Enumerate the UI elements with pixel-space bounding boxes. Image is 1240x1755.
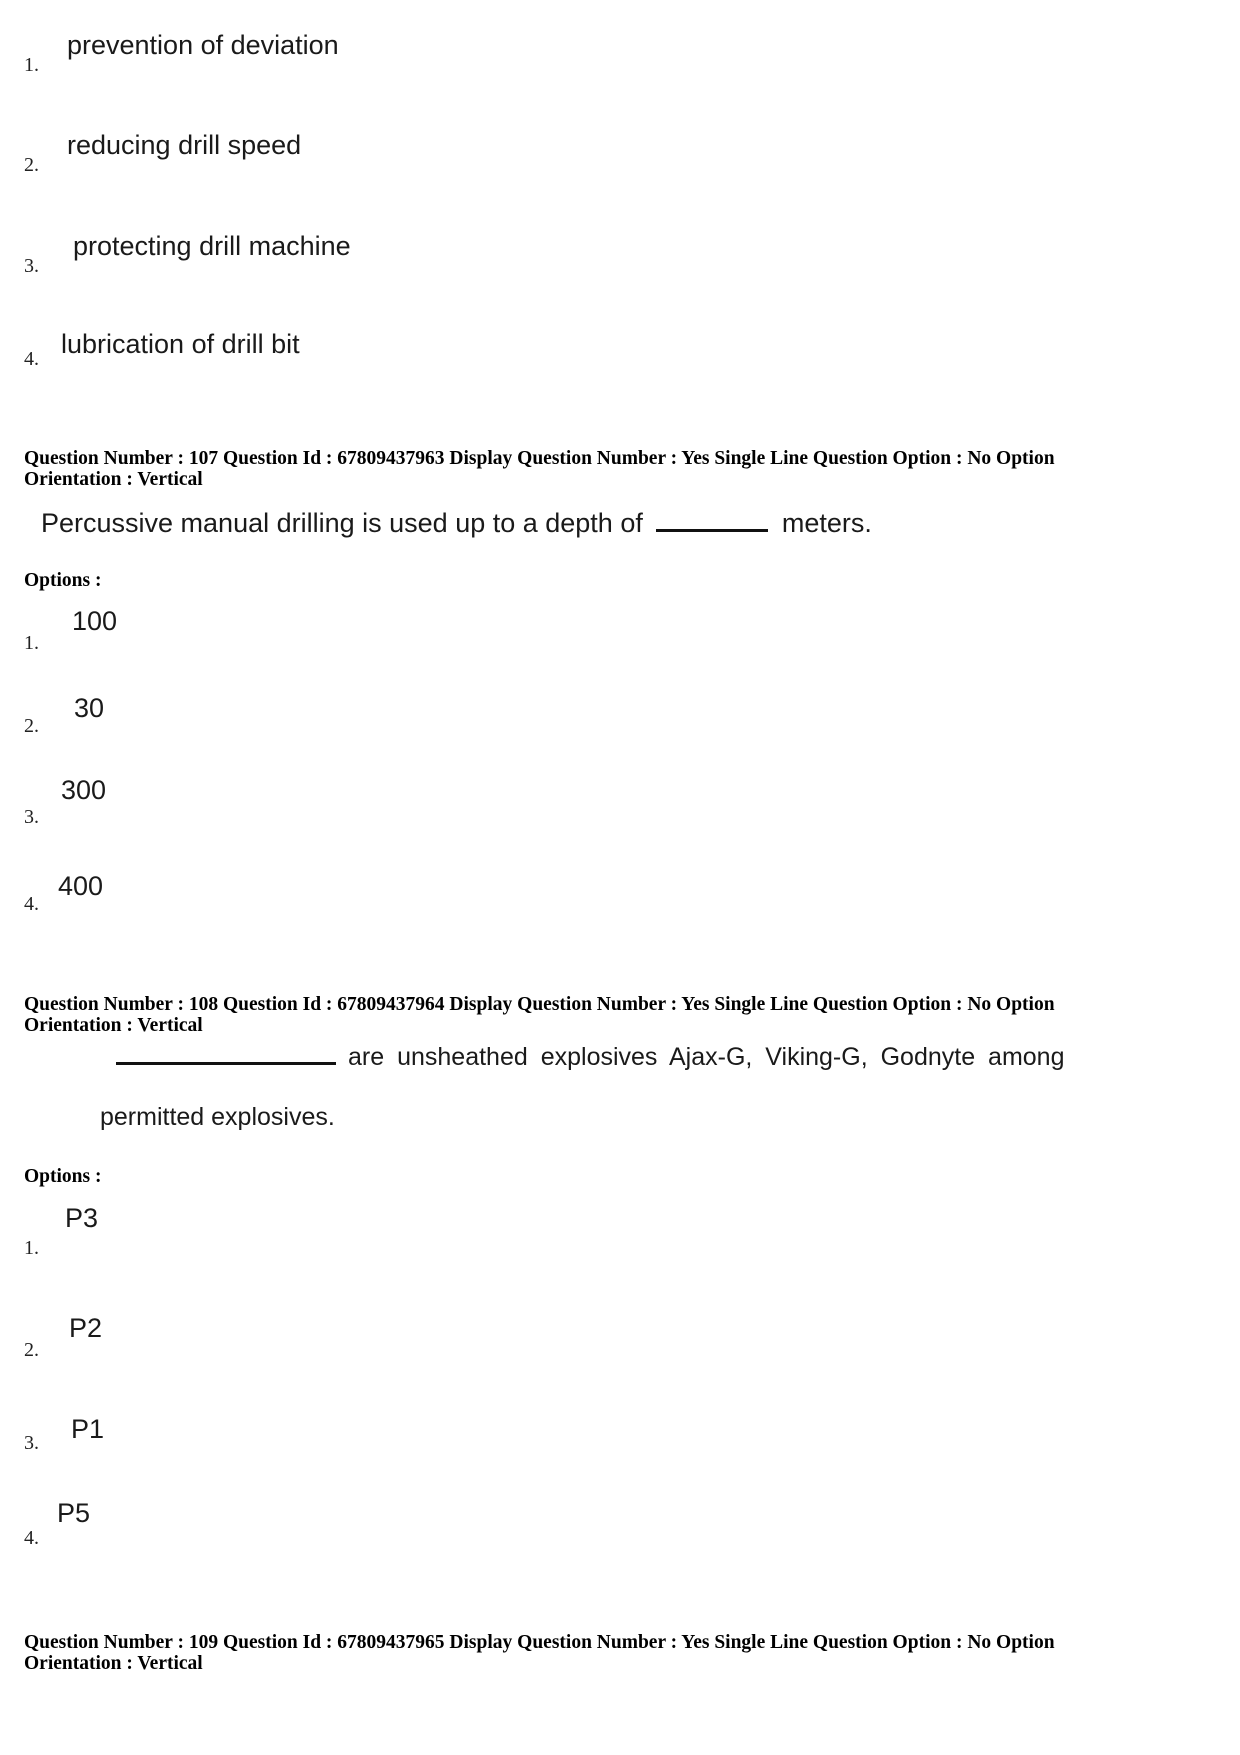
answer-blank [116,1062,336,1065]
option-text: 30 [74,693,105,723]
options-label: Options : [24,1166,102,1187]
option-number: 3. [24,255,39,277]
question-meta-line: Orientation : Vertical [24,1015,203,1036]
question-text-before: Percussive manual drilling is used up to a depth of [41,508,643,538]
question-meta-line: Orientation : Vertical [24,1653,203,1674]
option-text: lubrication of drill bit [61,329,300,359]
question-meta-line: Orientation : Vertical [24,469,203,490]
question-text-after: meters. [781,508,872,538]
option-number: 4. [24,348,39,370]
question-meta-line: Question Number : 107 Question Id : 67809437963 Display Question Number : Yes Single Line Question Option : No Option [24,448,1055,469]
option-number: 2. [24,1339,39,1361]
question-meta [24,994,1055,1036]
option-number: 4. [24,1527,39,1549]
option-text: P3 [65,1203,99,1233]
option-text: P2 [69,1313,103,1343]
option-text: 300 [61,775,107,805]
option-number: 1. [24,54,39,76]
option-number: 4. [24,893,39,915]
question-text [41,508,872,539]
option-text: reducing drill speed [67,130,302,160]
option-number: 1. [24,632,39,654]
option-number: 2. [24,154,39,176]
option-number: 3. [24,806,39,828]
option-text: 100 [72,606,118,636]
option-text: 400 [58,871,104,901]
answer-blank [656,529,768,532]
option-number: 2. [24,715,39,737]
question-text-line2: permitted explosives. [100,1103,335,1131]
question-text-line1: are unsheathed explosives Ajax-G, Viking-G, Godnyte among [348,1043,1065,1071]
question-meta-line: Question Number : 109 Question Id : 67809437965 Display Question Number : Yes Single Line Question Option : No Option [24,1632,1055,1653]
question-text-line [116,1043,1064,1072]
question-meta [24,1632,1055,1674]
option-text: prevention of deviation [67,30,339,60]
option-text: protecting drill machine [73,231,351,261]
option-text: P5 [57,1498,91,1528]
options-label: Options : [24,570,102,591]
question-meta [24,448,1055,490]
question-meta-line: Question Number : 108 Question Id : 67809437964 Display Question Number : Yes Single Line Question Option : No Option [24,994,1055,1015]
option-number: 1. [24,1237,39,1259]
option-text: P1 [71,1414,105,1444]
option-number: 3. [24,1432,39,1454]
